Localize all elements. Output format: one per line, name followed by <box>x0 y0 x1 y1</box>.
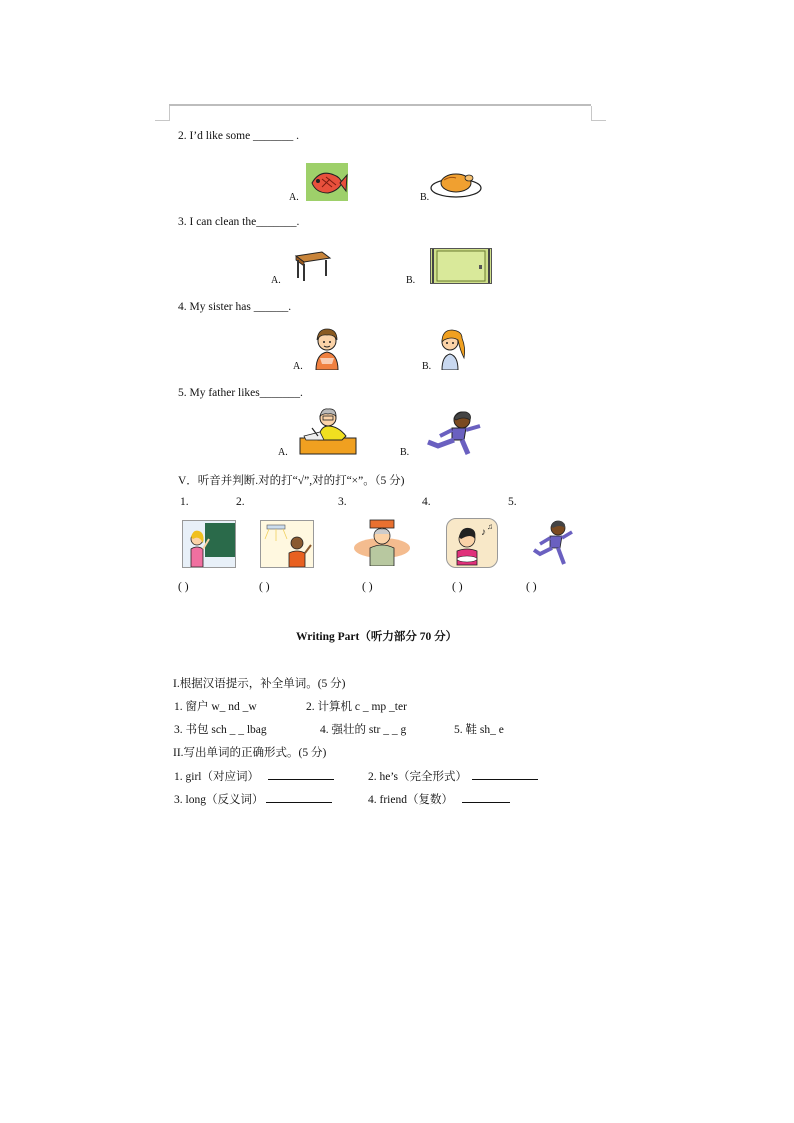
cooking-man-icon <box>298 406 358 456</box>
q3-option-a-label: A. <box>271 275 281 286</box>
answer-bracket-3[interactable]: ( ) <box>362 581 373 593</box>
part-1-item-1: 1. 窗户 w_ nd _w <box>174 701 257 713</box>
section-5-number-5: 5. <box>508 496 517 508</box>
part-2-item-4-label: 4. friend（复数） <box>368 794 453 806</box>
part-2-item-2-label: 2. he’s（完全形式） <box>368 771 468 783</box>
svg-text:♫: ♫ <box>487 522 493 531</box>
svg-text:♪: ♪ <box>481 527 486 538</box>
part-2-title: II.写出单词的正确形式。(5 分) <box>173 747 327 759</box>
running-man-icon <box>422 410 486 456</box>
girl-at-blackboard-icon <box>182 520 236 568</box>
part-1-item-3: 3. 书包 sch _ _ lbag <box>174 724 267 736</box>
short-hair-girl-icon <box>308 324 346 370</box>
fish-icon <box>306 163 348 201</box>
crop-mark-right <box>591 106 606 121</box>
q2-option-a-label: A. <box>289 192 299 203</box>
running-boy-icon <box>530 518 576 566</box>
answer-bracket-5[interactable]: ( ) <box>526 581 537 593</box>
q5-option-a-label: A. <box>278 447 288 458</box>
roast-chicken-icon <box>430 168 482 198</box>
long-hair-girl-icon <box>432 324 468 370</box>
q5-option-b-label: B. <box>400 447 410 458</box>
part-1-item-5: 5. 鞋 sh_ e <box>454 724 504 736</box>
part-2-item-1-blank[interactable] <box>268 768 334 780</box>
crop-mark-left <box>155 106 170 121</box>
door-icon <box>430 248 492 284</box>
q4-option-a-label: A. <box>293 361 303 372</box>
desk-icon <box>292 250 332 282</box>
section-5-number-4: 4. <box>422 496 431 508</box>
q3-option-b-label: B. <box>406 275 416 286</box>
part-2-item-1-label: 1. girl（对应词） <box>174 771 259 783</box>
answer-bracket-4[interactable]: ( ) <box>452 581 463 593</box>
part-2-item-3-label: 3. long（反义词） <box>174 794 264 806</box>
question-3-text: 3. I can clean the_______. <box>178 216 300 228</box>
page-top-rule <box>169 104 591 106</box>
answer-bracket-2[interactable]: ( ) <box>259 581 270 593</box>
girl-listening-music-icon <box>446 518 498 568</box>
section-5-number-1: 1. <box>180 496 189 508</box>
boy-under-light-icon <box>260 520 314 568</box>
part-2-item-3-blank[interactable] <box>266 791 332 803</box>
grandpa-with-book-icon <box>352 518 412 566</box>
part-1-item-2: 2. 计算机 c _ mp _ter <box>306 701 407 713</box>
q4-option-b-label: B. <box>422 361 432 372</box>
part-1-title: I.根据汉语提示，补全单词。(5 分) <box>173 678 346 690</box>
answer-bracket-1[interactable]: ( ) <box>178 581 189 593</box>
writing-part-title: Writing Part（听力部分 70 分） <box>296 631 458 643</box>
part-2-item-2-blank[interactable] <box>472 768 538 780</box>
question-2-text: 2. I’d like some _______ . <box>178 130 300 142</box>
part-2-item-4-blank[interactable] <box>462 791 510 803</box>
section-5-number-3: 3. <box>338 496 347 508</box>
question-5-text: 5. My father likes_______. <box>178 387 303 399</box>
question-4-text: 4. My sister has ______. <box>178 301 292 313</box>
section-5-number-2: 2. <box>236 496 245 508</box>
q2-option-b-label: B. <box>420 192 430 203</box>
section-5-title: V．听音并判断.对的打“√”,对的打“×”。（5 分) <box>178 475 405 487</box>
part-1-item-4: 4. 强壮的 str _ _ g <box>320 724 407 736</box>
